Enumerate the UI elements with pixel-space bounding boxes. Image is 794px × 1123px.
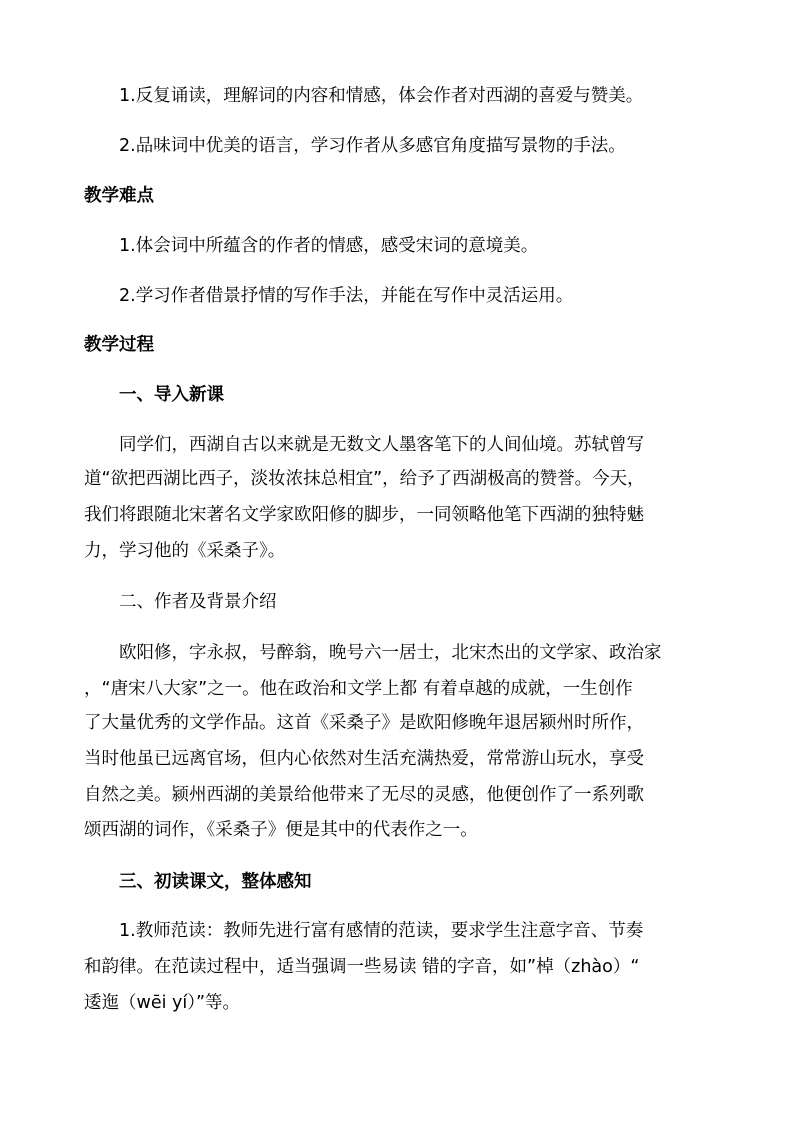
paragraph-line: ，“唐宋八大家”之一。他在政治和文学上都 有着卓越的成就，一生创作 — [84, 679, 633, 699]
subsection-heading-reading: 三、初读课文，整体感知 — [119, 872, 312, 892]
goal-item-2: 2.品味词中优美的语言，学习作者从多感官角度描写景物的手法。 — [119, 136, 626, 156]
paragraph-line: 1.教师范读：教师先进行富有感情的范读，要求学生注意字音、节奏 — [119, 921, 644, 941]
goal-item-1: 1.反复诵读，理解词的内容和情感，体会作者对西湖的喜爱与赞美。 — [119, 86, 644, 106]
paragraph-line: 了大量优秀的文学作品。这首《采桑子》是欧阳修晚年退居颍州时所作， — [84, 713, 644, 733]
paragraph-line: 道“欲把西湖比西子，淡妆浓抹总相宜”，给予了西湖极高的赞誉。今天， — [84, 469, 645, 489]
paragraph-line: 力，学习他的《采桑子》。 — [84, 541, 286, 561]
paragraph-line: 自然之美。颍州西湖的美景给他带来了无尽的灵感，他便创作了一系列歌 — [84, 785, 644, 805]
paragraph-line: 我们将跟随北宋著名文学家欧阳修的脚步，一同领略他笔下西湖的独特魅 — [84, 505, 644, 525]
paragraph-line: 逶迤（wēi yí）”等。 — [84, 993, 241, 1013]
paragraph-line: 和韵律。在范读过程中，适当强调一些易读 错的字音，如”棹（zhào）“ — [84, 957, 640, 977]
subsection-heading-background: 二、作者及背景介绍 — [119, 592, 277, 612]
subsection-heading-intro: 一、导入新课 — [119, 385, 224, 405]
paragraph-line: 欧阳修，字永叔，号醉翁，晚号六一居士，北宋杰出的文学家、政治家 — [119, 643, 662, 663]
paragraph-line: 颂西湖的词作，《采桑子》便是其中的代表作之一。 — [84, 820, 478, 840]
section-heading-difficulty: 教学难点 — [84, 186, 154, 206]
section-heading-process: 教学过程 — [84, 335, 154, 355]
difficulty-item-1: 1.体会词中所蕴含的作者的情感，感受宋词的意境美。 — [119, 236, 539, 256]
paragraph-line: 同学们，西湖自古以来就是无数文人墨客笔下的人间仙境。苏轼曾写 — [119, 435, 644, 455]
paragraph-line: 当时他虽已远离官场，但内心依然对生活充满热爱，常常游山玩水，享受 — [84, 749, 644, 769]
difficulty-item-2: 2.学习作者借景抒情的写作手法，并能在写作中灵活运用。 — [119, 286, 574, 306]
